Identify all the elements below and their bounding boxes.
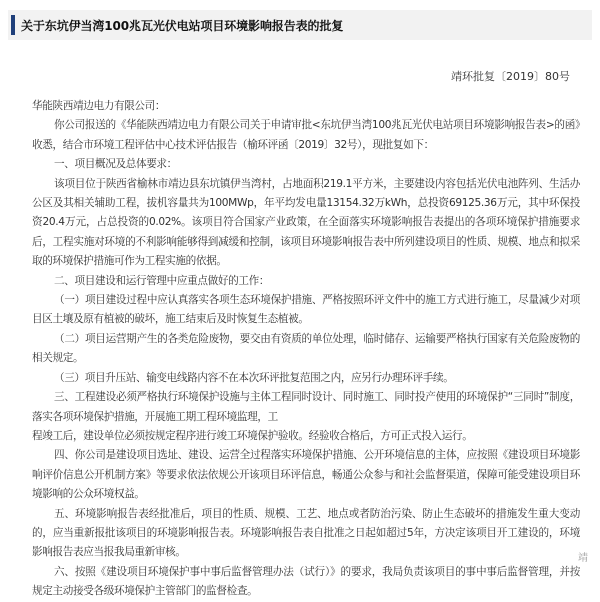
body-paragraph: （三）项目升压站、输变电线路内容不在本次环评批复范围之内，应另行办理环评手续。 bbox=[54, 371, 454, 384]
body-paragraph: （一）项目建设过程中应认真落实各项生态环境保护措施、严格按照环评文件中的施工方式进行施工，尽量减少对项目区土壤及原有植被的破坏，施工结束后及时恢复生态植被。 bbox=[32, 294, 580, 326]
announcement-header bbox=[8, 10, 592, 40]
addressee: 华能陕西靖边电力有限公司： bbox=[32, 100, 166, 112]
body-paragraph: 四、你公司是建设项目选址、建设、运营全过程落实环境保护措施、公开环境信息的主体，应按照《建设项目环境影响评价信息公开机制方案》等要求依法依规公开该项目环评信息，畅通公众参与和社会监督渠道，保障可能受建设项目环境影响的公众环境权益。 bbox=[32, 449, 580, 501]
document-number: 靖环批复〔2019〕80号 bbox=[451, 70, 570, 83]
document-body bbox=[32, 97, 580, 602]
body-paragraph: （二）项目运营期产生的各类危险废物，要交由有资质的单位处理，临时储存、运输要严格执行国家有关危险废物的相关规定。 bbox=[32, 332, 580, 365]
body-paragraph: 六、按照《建设项目环境保护事中事后监督管理办法（试行）》的要求，我局负责该项目的事中事后监督管理，并按规定主动接受各级环境保护主管部门的监督检查。 bbox=[32, 565, 580, 598]
body-paragraph: 该项目位于陕西省榆林市靖边县东坑镇伊当湾村，占地面积219.1平方米，主要建设内容包括光伏电池阵列、生活办公区及其相关辅助工程，拔机容量共为100MWp，年平均发电量13154.32万kWh，总投资69125.36万元，其中环保投资20.4万元，占总投资的0.02%。该项目符合国家产业政策，在全面落实环境影响报告表提出的各项环境保护措施要求后，工程实施对环境的不利影响能够得到减缓和控制，该项目环境影响报告表中所列建设项目的性质、规模、地点和拟采取的环境保护措施可作为工程实施的依据。 bbox=[32, 177, 580, 268]
body-paragraph: 三、工程建设必须严格执行环境保护设施与主体工程同时设计、同时施工、同时投产使用的环境保护“三同时”制度，落实各项环境保护措施，开展施工期工程环境监理，工 bbox=[32, 391, 580, 423]
accent-bar bbox=[11, 15, 15, 35]
document-title: 关于东坑伊当湾100兆瓦光伏电站项目环境影响报告表的批复 bbox=[21, 19, 344, 33]
body-paragraph: 你公司报送的《华能陕西靖边电力有限公司关于申请审批<东坑伊当湾100兆瓦光伏电站项目环境影响报告表>的函》收悉，结合市环境工程评估中心技术评估报告（榆环评函〔2019〕32号），现批复如下： bbox=[32, 119, 580, 151]
section-heading: 二、项目建设和运行管理中应重点做好的工作： bbox=[54, 274, 270, 287]
watermark: 靖 bbox=[578, 553, 588, 564]
section-heading: 一、项目概况及总体要求： bbox=[54, 158, 177, 171]
body-paragraph: 五、环境影响报告表经批准后，项目的性质、规模、工艺、地点或者防治污染、防止生态破坏的措施发生重大变动的，应当重新报批该项目的环境影响报告表。环境影响报告表自批准之日起如超过5年，方决定该项目开工建设的，环境影响报告表应当报我局重新审核。 bbox=[32, 507, 580, 559]
body-paragraph-continued: 程竣工后，建设单位必须按规定程序进行竣工环境保护验收。经验收合格后，方可正式投入运行。 bbox=[32, 429, 473, 442]
